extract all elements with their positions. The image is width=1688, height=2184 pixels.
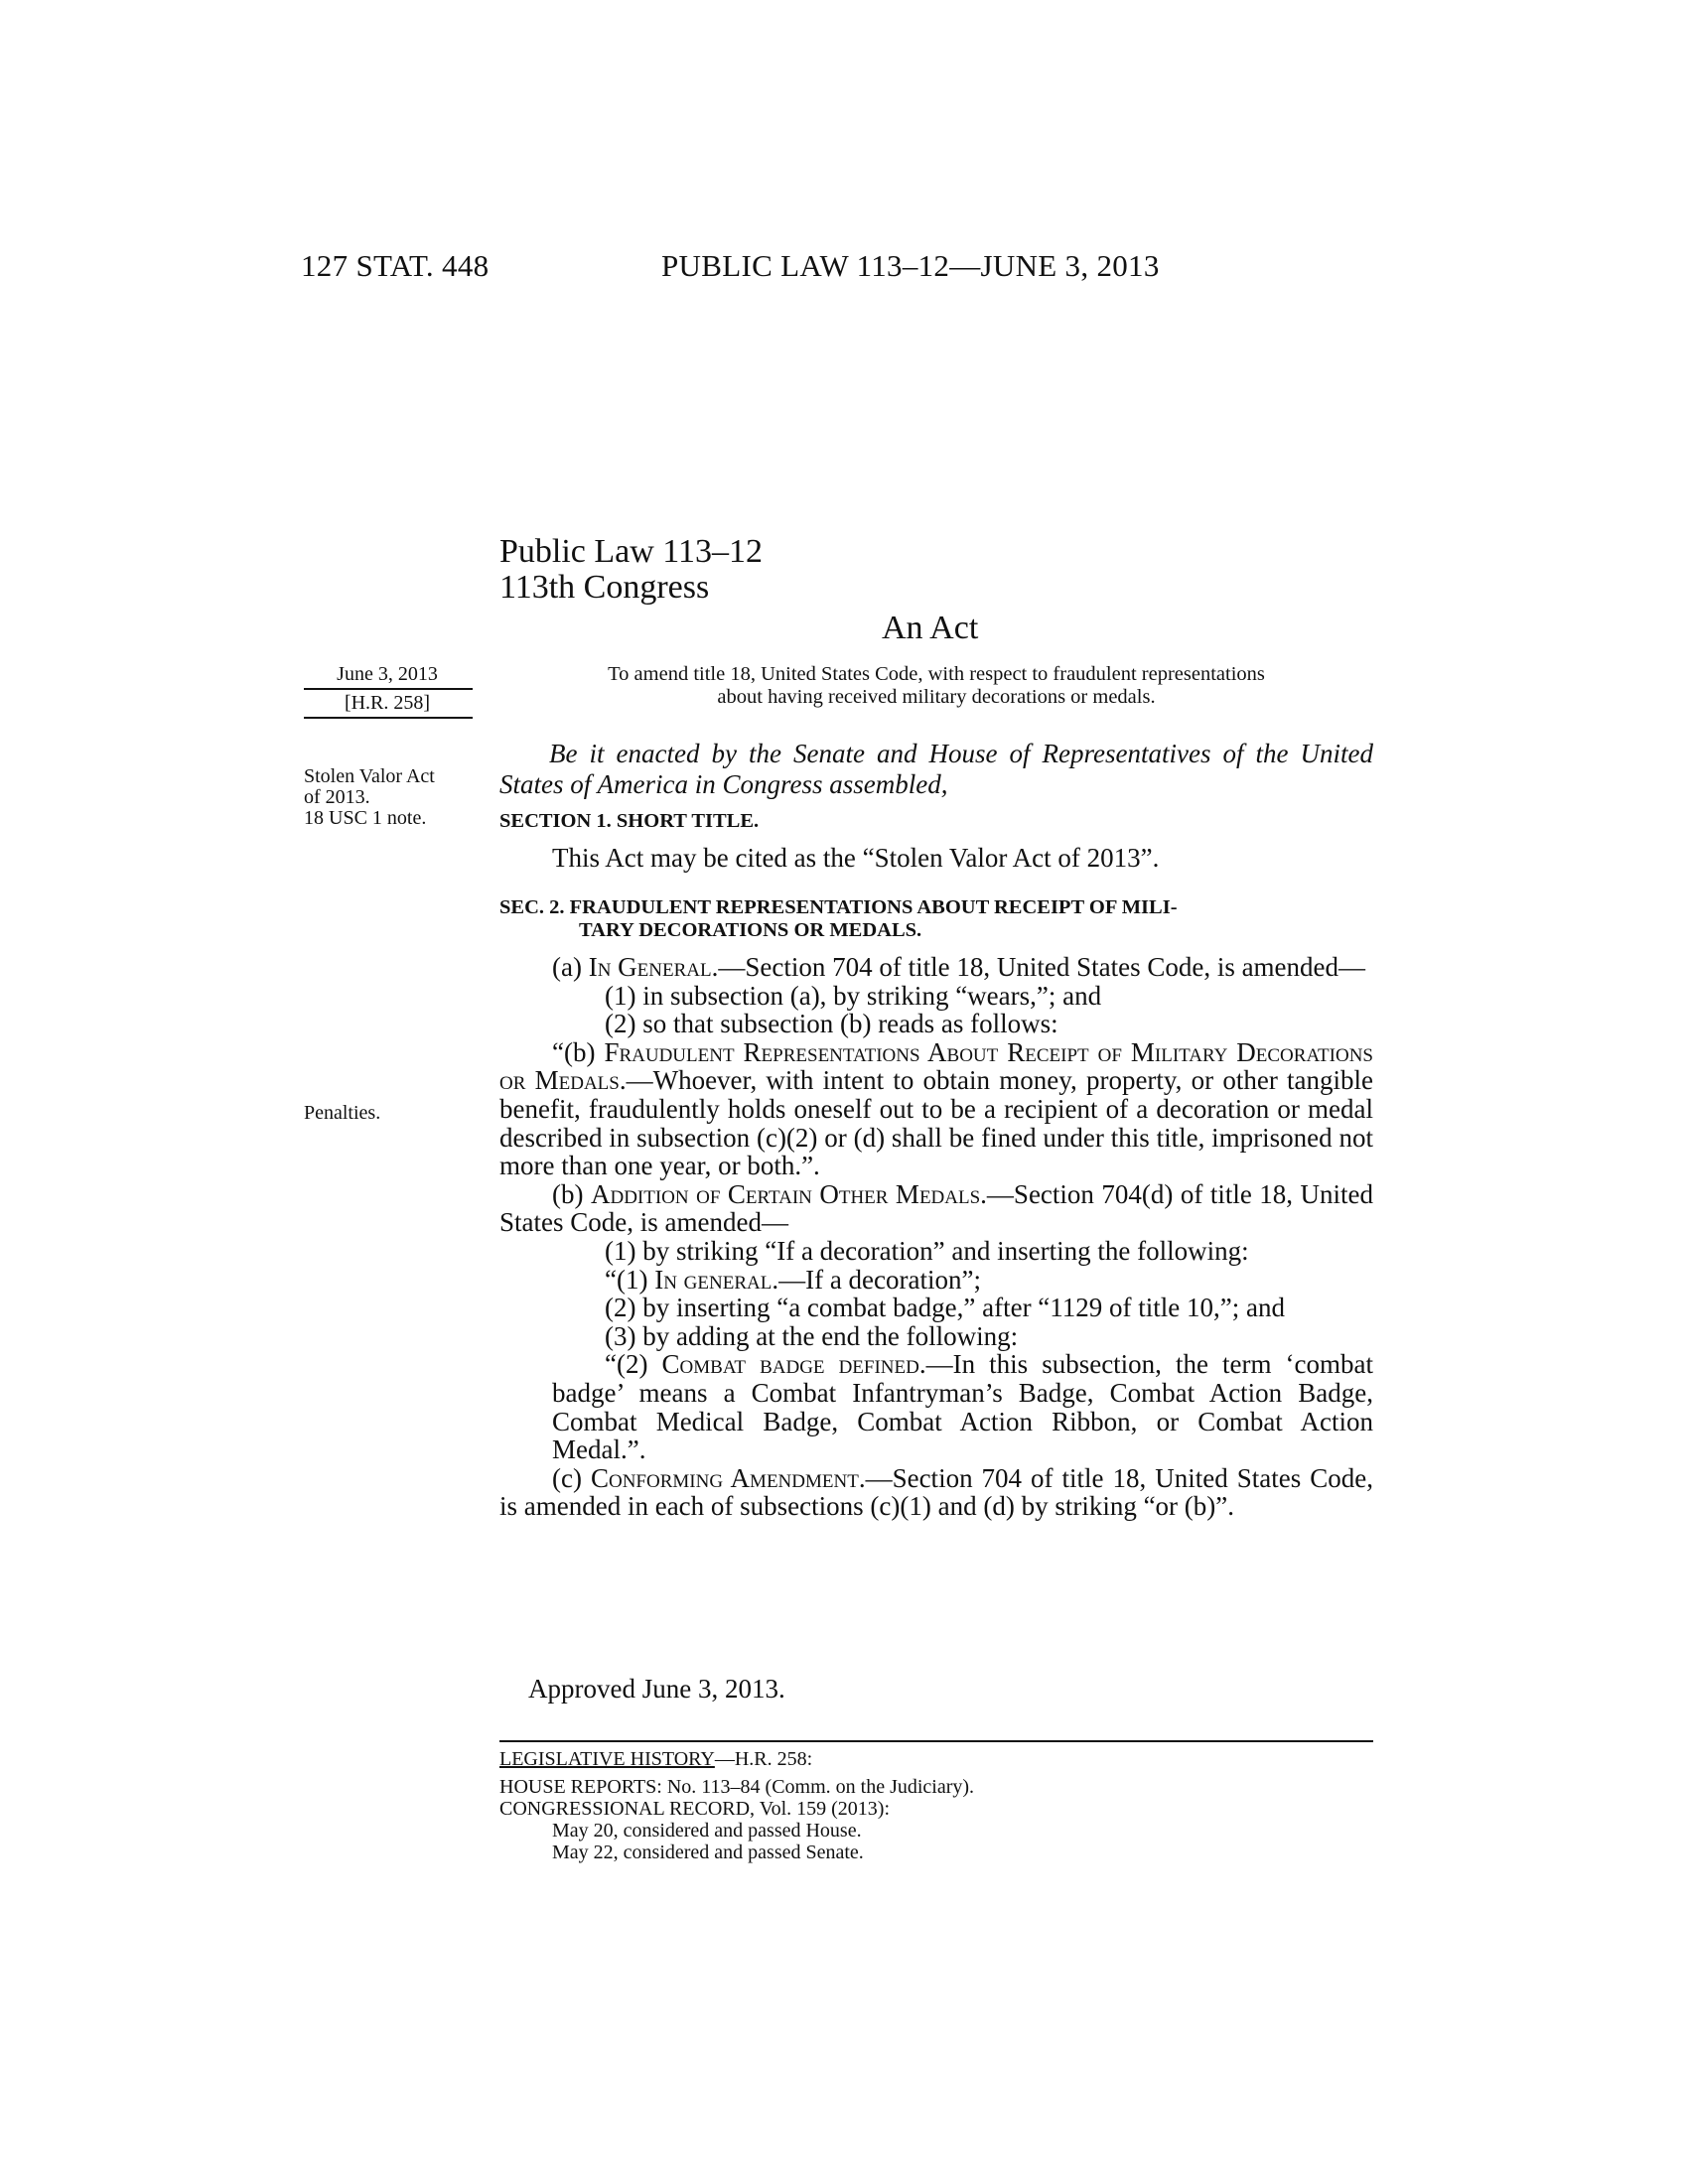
- house-reports: HOUSE REPORTS: No. 113–84 (Comm. on the Judiciary).: [499, 1776, 975, 1798]
- margin-date: June 3, 2013: [337, 663, 438, 685]
- law-title-block: [499, 534, 763, 606]
- history-heading: LEGISLATIVE HISTORY: [499, 1748, 715, 1770]
- paragraph-b2: (2) by inserting “a combat badge,” after “1129 of title 10,”; and: [605, 1293, 1285, 1323]
- subsection-b: [499, 1180, 1373, 1237]
- quoted-b3-prefix: “(2): [605, 1349, 662, 1380]
- paragraph-b3: (3) by adding at the end the following:: [605, 1320, 1019, 1351]
- quoted-b1-heading: In general.: [654, 1264, 779, 1295]
- history-divider: [499, 1740, 1373, 1742]
- margin-note-line: Stolen Valor Act: [304, 765, 435, 787]
- history-heading-line: [499, 1748, 974, 1770]
- legislative-history: [499, 1748, 974, 1863]
- act-purpose: [516, 663, 1356, 709]
- section-2-heading-line: SEC. 2. FRAUDULENT REPRESENTATIONS ABOUT RECEIPT OF MILI-: [499, 896, 1178, 918]
- subsection-c-text: —Section 704 of title 18, United States Code, is amended in each of subsections (c)(1) and (d) by striking “or (b)”.: [499, 1462, 1373, 1522]
- margin-rule-top: [304, 688, 473, 690]
- purpose-line: To amend title 18, United States Code, with respect to fraudulent representations: [608, 663, 1265, 685]
- subsection-b-heading: Addition of Certain Other Medals.: [590, 1178, 987, 1209]
- paragraph-a1: (1) in subsection (a), by striking “wears,”; and: [605, 980, 1102, 1011]
- subsection-a-text: —Section 704 of title 18, United States Code, is amended—: [718, 952, 1366, 982]
- history-entry: May 22, considered and passed Senate.: [552, 1842, 864, 1863]
- section-1-paragraph: This Act may be cited as the “Stolen Valor Act of 2013”.: [552, 843, 1160, 873]
- subsection-b-text: —Section 704(d) of title 18, United States Code, is amended—: [499, 1178, 1374, 1238]
- subsection-a-heading: In General.: [588, 952, 719, 982]
- margin-rule-bottom: [304, 717, 473, 719]
- subsection-c: [499, 1464, 1373, 1521]
- quoted-subsection-b: [499, 1038, 1373, 1180]
- margin-note-line: of 2013.: [304, 786, 370, 808]
- quoted-b1-prefix: “(1): [605, 1264, 655, 1295]
- purpose-line: about having received military decorations or medals.: [717, 686, 1156, 708]
- subsection-c-prefix: (c): [552, 1462, 591, 1493]
- public-law-number: Public Law 113–12: [499, 533, 764, 570]
- running-title: PUBLIC LAW 113–12—JUNE 3, 2013: [661, 248, 1160, 283]
- history-heading-suffix: —H.R. 258:: [714, 1748, 813, 1770]
- quoted-b-text: —Whoever, with intent to obtain money, property, or other tangible benefit, fraudulently holds oneself out to be a recipient of a decoration or medal described in subsection (c)(2) or (d) shall be fined under this title, imprisoned not more than one year, or both.”.: [499, 1065, 1373, 1181]
- margin-note-short-title: [304, 766, 435, 829]
- subsection-b-prefix: (b): [552, 1178, 591, 1209]
- section-1-heading: SECTION 1. SHORT TITLE.: [499, 810, 760, 832]
- quoted-b3-text: —In this subsection, the term ‘combat badge’ means a Combat Infantryman’s Badge, Combat Action Badge, Combat Medical Badge, Combat Action Ribbon, or Combat Action Medal.”.: [552, 1349, 1373, 1465]
- approval-date: Approved June 3, 2013.: [528, 1674, 785, 1704]
- quoted-paragraph-b1: [499, 1266, 1373, 1295]
- quoted-paragraph-b3: [499, 1350, 1373, 1463]
- congress-number: 113th Congress: [499, 569, 710, 606]
- congressional-record: CONGRESSIONAL RECORD, Vol. 159 (2013):: [499, 1798, 890, 1820]
- stat-page-reference: 127 STAT. 448: [301, 248, 490, 283]
- paragraph-b1: (1) by striking “If a decoration” and inserting the following:: [605, 1235, 1249, 1266]
- margin-note-penalties: Penalties.: [304, 1102, 381, 1124]
- quoted-b-prefix: “(b): [552, 1036, 605, 1067]
- subsection-a: [499, 953, 1373, 982]
- section-2-heading: [499, 896, 1178, 942]
- act-heading: An Act: [882, 610, 979, 646]
- quoted-b3-heading: Combat badge defined.: [661, 1349, 926, 1380]
- quoted-b-heading: Fraudulent Representations About Receipt of Military Decorations or Medals.: [499, 1036, 1374, 1096]
- subsection-a-prefix: (a): [552, 952, 589, 982]
- history-entry: May 20, considered and passed House.: [552, 1820, 862, 1842]
- section-2-heading-line: TARY DECORATIONS OR MEDALS.: [579, 919, 922, 941]
- margin-note-line: 18 USC 1 note.: [304, 807, 427, 829]
- margin-bill-number: [H.R. 258]: [344, 692, 431, 714]
- enacting-clause: Be it enacted by the Senate and House of Representatives of the United States of America in Congress assembled,: [499, 739, 1373, 799]
- section-1-text: [499, 844, 1373, 873]
- section-2-body: [499, 953, 1373, 1521]
- paragraph-a2: (2) so that subsection (b) reads as follows:: [605, 1009, 1058, 1039]
- subsection-c-heading: Conforming Amendment.: [590, 1462, 866, 1493]
- quoted-b1-text: —If a decoration”;: [778, 1264, 981, 1295]
